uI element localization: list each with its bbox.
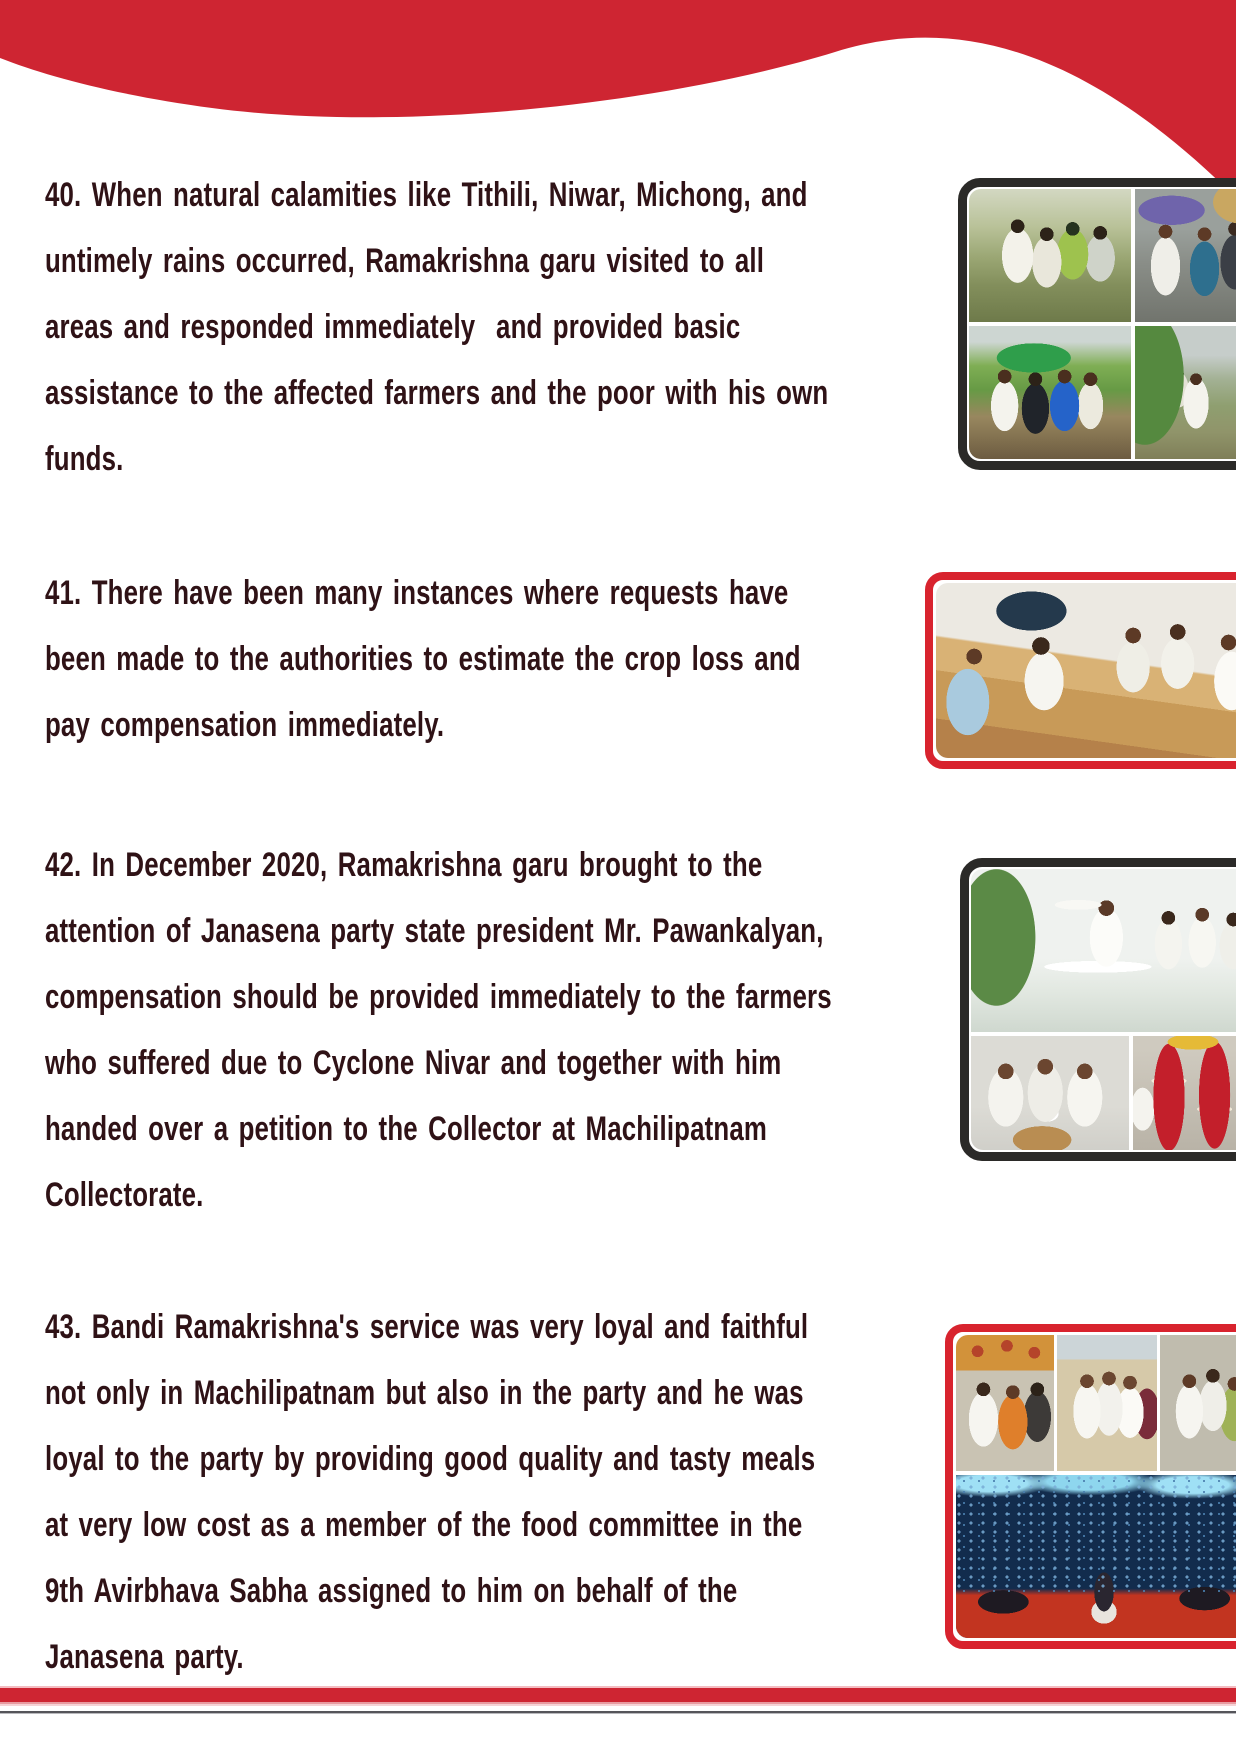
text-line: areas and responded immediately and provided basic bbox=[45, 308, 741, 346]
footer-divider-line bbox=[0, 1711, 1236, 1714]
paragraph-41 bbox=[45, 560, 1039, 758]
paragraph-40 bbox=[45, 162, 1076, 492]
text-line: 41. There have been many instances where requests have bbox=[45, 574, 789, 612]
text-line: Collectorate. bbox=[45, 1176, 204, 1214]
photo-collage-top-row bbox=[956, 1335, 1236, 1471]
photo-collage-grid bbox=[971, 869, 1236, 1150]
paragraph-42 bbox=[45, 832, 1080, 1228]
photo-region-canopy-event bbox=[956, 1335, 1054, 1471]
photo-party-events-collage bbox=[945, 1324, 1236, 1649]
text-line: Janasena party. bbox=[45, 1638, 244, 1676]
text-line: not only in Machilipatnam but also in the party and he was bbox=[45, 1374, 804, 1412]
text-line: been made to the authorities to estimate the crop loss and bbox=[45, 640, 801, 678]
text-line: funds. bbox=[45, 440, 124, 478]
text-line: 40. When natural calamities like Tithili, Niwar, Michong, and bbox=[45, 176, 808, 214]
photo-region-officials-table-petition bbox=[936, 583, 1236, 758]
text-line: 43. Bandi Ramakrishna's service was very loyal and faithful bbox=[45, 1308, 809, 1346]
text-line: who suffered due to Cyclone Nivar and together with him bbox=[45, 1044, 782, 1082]
photo-region-field-crop-damage bbox=[969, 189, 1131, 322]
paragraph-43 bbox=[45, 1294, 1059, 1690]
footer-red-stripe bbox=[0, 1686, 1236, 1706]
text-line: at very low cost as a member of the food committee in the bbox=[45, 1506, 803, 1544]
text-line: pay compensation immediately. bbox=[45, 706, 445, 744]
photo-region-food-inspection bbox=[1160, 1335, 1236, 1471]
text-line: handed over a petition to the Collector at Machilipatnam bbox=[45, 1110, 767, 1148]
photo-region-field-path-walk bbox=[1135, 326, 1236, 459]
text-line: compensation should be provided immediately to the farmers bbox=[45, 978, 832, 1016]
text-line: 9th Avirbhava Sabha assigned to him on behalf of the bbox=[45, 1572, 738, 1610]
photo-region-night-rally-crowd bbox=[956, 1475, 1236, 1638]
photo-region-members-walking bbox=[1057, 1335, 1158, 1471]
text-line: loyal to the party by providing good quality and tasty meals bbox=[45, 1440, 816, 1478]
photo-region-group-walking-mud bbox=[969, 326, 1131, 459]
photo-pawankalyan-campaign-collage bbox=[960, 858, 1236, 1161]
photo-collage-grid bbox=[936, 583, 1236, 758]
photo-region-petition-handover-masks bbox=[971, 1036, 1129, 1150]
text-line: 42. In December 2020, Ramakrishna garu brought to the bbox=[45, 846, 763, 884]
photo-petition-meeting bbox=[925, 572, 1236, 769]
photo-flood-visit-collage bbox=[958, 178, 1236, 470]
text-line: untimely rains occurred, Ramakrishna garu visited to all bbox=[45, 242, 765, 280]
text-line: assistance to the affected farmers and the poor with his own bbox=[45, 374, 829, 412]
photo-region-stage-speech bbox=[971, 869, 1236, 1032]
text-line: attention of Janasena party state president Mr. Pawankalyan, bbox=[45, 912, 824, 950]
photo-collage-grid bbox=[956, 1335, 1236, 1638]
photo-collage-grid bbox=[969, 189, 1236, 459]
photo-region-flower-garlands bbox=[1133, 1036, 1236, 1150]
photo-region-umbrella-street-visit bbox=[1135, 189, 1236, 322]
